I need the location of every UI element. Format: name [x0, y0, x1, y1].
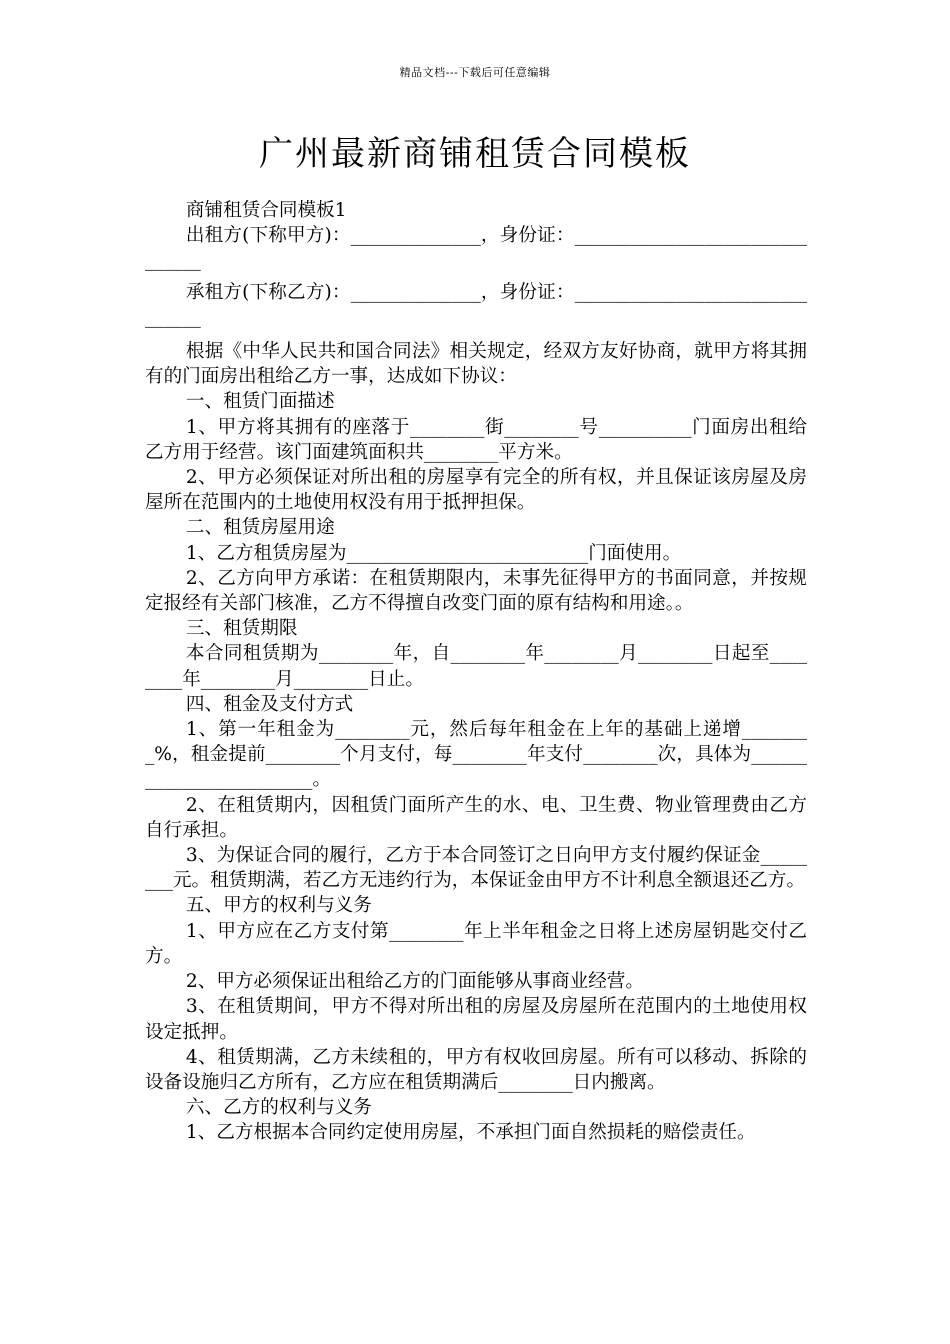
contract-subtitle: 商铺租赁合同模板1	[185, 200, 347, 221]
clause-2-1: 1、乙方租赁房屋为__________________________门面使用。	[185, 542, 682, 564]
section-heading-5: 五、甲方的权利与义务	[185, 895, 372, 917]
clause-4-2: 2、在租赁期内，因租赁门面所产生的水、电、卫生费、物业管理费由乙方自行承担。	[145, 794, 807, 841]
party-b-line: 承租方(下称乙方)：______________，身份证：_______________________________	[145, 281, 807, 328]
section-heading-6: 六、乙方的权利与义务	[185, 1097, 372, 1119]
preamble-paragraph: 根据《中华人民共和国合同法》相关规定，经双方友好协商，就甲方将其拥有的门面房出租给乙方一事，达成如下协议：	[145, 341, 807, 388]
clause-2-2: 2、乙方向甲方承诺：在租赁期限内，未事先征得甲方的书面同意，并按规定报经有关部门核准，乙方不得擅自改变门面的原有结构和用途。。	[145, 567, 807, 615]
clause-5-3: 3、在租赁期间，甲方不得对所出租的房屋及房屋所在范围内的土地使用权设定抵押。	[145, 996, 807, 1043]
clause-1-1: 1、甲方将其拥有的座落于________街________号__________门面房出租给乙方用于经营。该门面建筑面积共________平方米。	[145, 416, 807, 463]
clause-6-1: 1、乙方根据本合同约定使用房屋，不承担门面自然损耗的赔偿责任。	[185, 1122, 756, 1144]
document-title: 广州最新商铺租赁合同模板	[259, 134, 691, 174]
clause-1-2: 2、甲方必须保证对所出租的房屋享有完全的所有权，并且保证该房屋及房屋所在范围内的土地使用权没有用于抵押担保。	[145, 467, 807, 514]
party-a-line: 出租方(下称甲方)：______________，身份证：_______________________________	[145, 225, 807, 272]
clause-4-3: 3、为保证合同的履行，乙方于本合同签订之日向甲方支付履约保证金________元。租赁期满，若乙方无违约行为，本保证金由甲方不计利息全额退还乙方。	[145, 845, 807, 892]
section-heading-4: 四、租金及支付方式	[185, 693, 354, 715]
clause-3-term: 本合同租赁期为________年，自________年________月________日起至________年________月________日止。	[145, 643, 807, 690]
clause-5-2: 2、甲方必须保证出租给乙方的门面能够从事商业经营。	[185, 971, 644, 993]
clause-5-4: 4、租赁期满，乙方未续租的，甲方有权收回房屋。所有可以移动、拆除的设备设施归乙方所有，乙方应在租赁期满后________日内搬离。	[145, 1046, 807, 1093]
section-heading-2: 二、租赁房屋用途	[185, 517, 335, 539]
clause-4-1: 1、第一年租金为________元，然后每年租金在上年的基础上递增________%，租金提前________个月支付，每________年支付________次，具体为________________________。	[145, 719, 807, 791]
header-note: 精品文档---下载后可任意编辑	[399, 66, 551, 79]
clause-5-1: 1、甲方应在乙方支付第________年上半年租金之日将上述房屋钥匙交付乙方。	[145, 920, 807, 967]
document-body	[145, 198, 807, 1146]
section-heading-3: 三、租赁期限	[185, 618, 298, 640]
section-heading-1: 一、租赁门面描述	[185, 391, 335, 413]
